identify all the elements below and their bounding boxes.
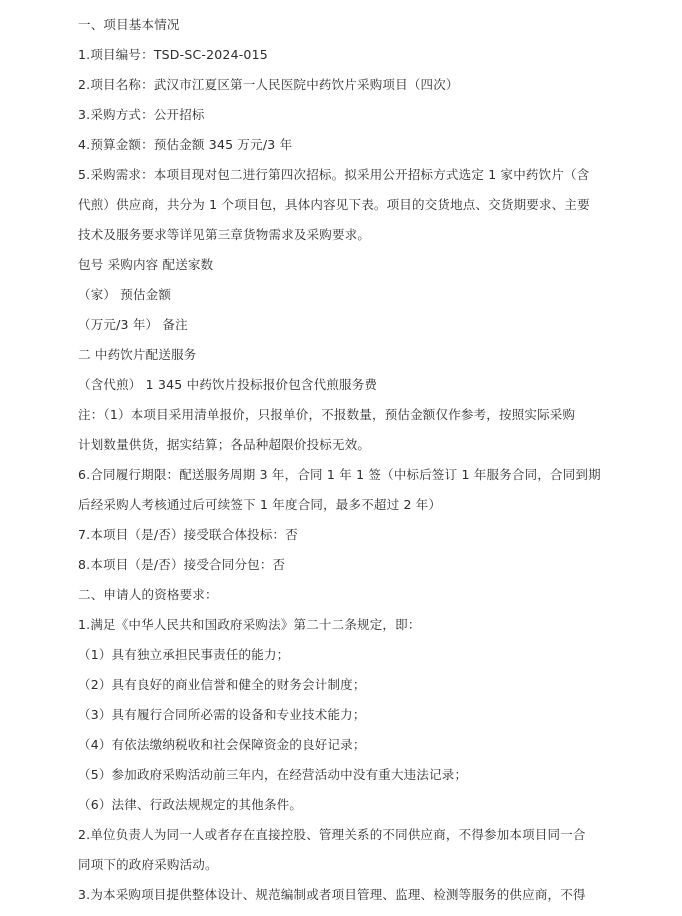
qualification-line-3: 3.为本采购项目提供整体设计、规范编制或者项目管理、监理、检测等服务的供应商，不得 [78,887,586,902]
note-line-1: 注：（1）本项目采用清单报价，只报单价，不报数量，预估金额仅作参考，按照实际采购 [78,407,576,422]
contract-period-line-2: 后经采购人考核通过后可续签下 1 年度合同，最多不超过 2 年） [78,497,442,512]
qualification-item-2: （2）具有良好的商业信誉和健全的财务会计制度； [78,677,366,692]
qualification-line-2a: 2.单位负责人为同一人或者存在直接控股、管理关系的不同供应商，不得参加本项目同一合 [78,827,586,842]
qualification-line-2b: 同项下的政府采购活动。 [78,857,218,872]
qualification-item-4: （4）有依法缴纳税收和社会保障资金的良好记录； [78,737,366,752]
table-header-line-2: （家） 预估金额 [78,287,172,302]
table-header-line-1: 包号 采购内容 配送家数 [78,257,214,272]
section-heading-qualifications: 二、申请人的资格要求： [78,587,218,602]
project-name-line: 2.项目名称：武汉市江夏区第一人民医院中药饮片采购项目（四次） [78,77,459,92]
qualification-item-6: （6）法律、行政法规规定的其他条件。 [78,797,303,812]
table-row-line-2: （含代煎） 1 345 中药饮片投标报价包含代煎服务费 [78,377,378,392]
procurement-method-line: 3.采购方式：公开招标 [78,107,205,122]
qualification-line-1: 1.满足《中华人民共和国政府采购法》第二十二条规定，即： [78,617,421,632]
budget-line: 4.预算金额：预估金额 345 万元/3 年 [78,137,293,152]
note-line-2: 计划数量供货，据实结算；各品种超限价投标无效。 [78,437,371,452]
qualification-item-1: （1）具有独立承担民事责任的能力； [78,647,290,662]
requirements-line-3: 技术及服务要求等详见第三章货物需求及采购要求。 [78,227,371,242]
qualification-item-5: （5）参加政府采购活动前三年内，在经营活动中没有重大违法记录； [78,767,468,782]
requirements-line-2: 代煎）供应商，共分为 1 个项目包，具体内容见下表。项目的交货地点、交货期要求、主要 [78,197,590,212]
consortium-line: 7.本项目（是/否）接受联合体投标：否 [78,527,298,542]
section-heading-basic-info: 一、项目基本情况 [78,17,180,32]
table-row-line-1: 二 中药饮片配送服务 [78,347,197,362]
contract-period-line-1: 6.合同履行期限：配送服务周期 3 年，合同 1 年 1 签（中标后签订 1 年服务合同，合同到期 [78,467,601,482]
qualification-item-3: （3）具有履行合同所必需的设备和专业技术能力； [78,707,366,722]
table-header-line-3: （万元/3 年） 备注 [78,317,188,332]
subcontract-line: 8.本项目（是/否）接受合同分包：否 [78,557,286,572]
project-number-line: 1.项目编号：TSD-SC-2024-015 [78,47,268,62]
requirements-line-1: 5.采购需求：本项目现对包二进行第四次招标。拟采用公开招标方式选定 1 家中药饮片（含 [78,167,590,182]
